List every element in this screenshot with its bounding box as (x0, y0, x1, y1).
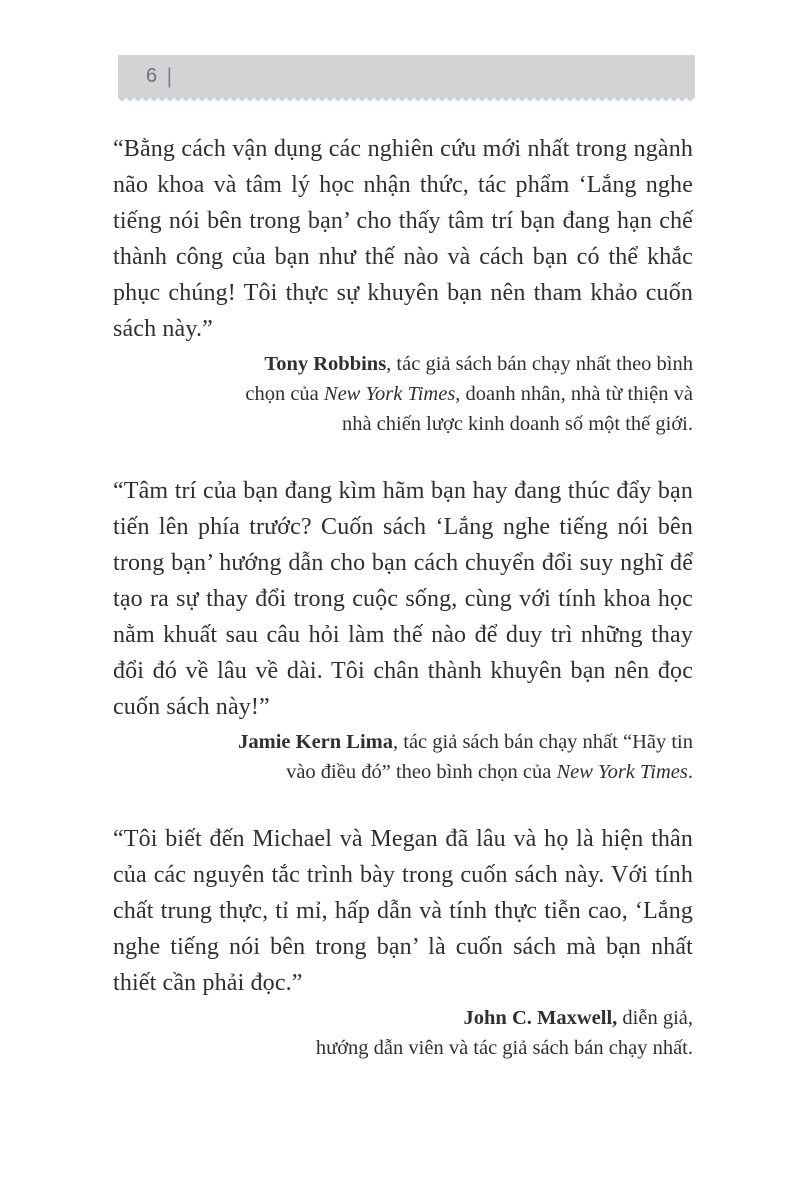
testimonial-jamie-kern-lima (113, 473, 693, 787)
testimonial-attribution: Jamie Kern Lima, tác giả sách bán chạy nhất “Hãy tin vào điều đó” theo bình chọn của New York Times. (238, 731, 693, 783)
testimonial-quote: “Tâm trí của bạn đang kìm hãm bạn hay đang thúc đẩy bạn tiến lên phía trước? Cuốn sách ‘Lắng nghe tiếng nói bên trong bạn’ hướng dẫn cho bạn cách chuyển đổi suy nghĩ để tạo ra sự thay đổi trong cuộc sống, cùng với tính khoa học nằm khuất sau câu hỏi làm thế nào để duy trì những thay đổi đó về lâu về dài. Tôi chân thành khuyên bạn nên đọc cuốn sách này!” (113, 478, 693, 720)
testimonial-attribution: Tony Robbins, tác giả sách bán chạy nhất theo bình chọn của New York Times, doanh nhân, nhà từ thiện và nhà chiến lược kinh doanh số một thế giới. (245, 353, 693, 435)
testimonial-john-c-maxwell (113, 821, 693, 1063)
page-number-separator: | (166, 64, 173, 88)
testimonial-tony-robbins (113, 131, 693, 439)
page-number: 6 (146, 65, 158, 87)
endorsements-section (113, 0, 693, 1097)
testimonial-attribution: John C. Maxwell, diễn giả, hướng dẫn viên và tác giả sách bán chạy nhất. (315, 1007, 693, 1059)
testimonial-quote: “Bằng cách vận dụng các nghiên cứu mới nhất trong ngành não khoa và tâm lý học nhận thức, tác phẩm ‘Lắng nghe tiếng nói bên trong bạn’ cho thấy tâm trí bạn đang hạn chế thành công của bạn như thế nào và cách bạn có thể khắc phục chúng! Tôi thực sự khuyên bạn nên tham khảo cuốn sách này.” (113, 136, 693, 342)
testimonial-quote: “Tôi biết đến Michael và Megan đã lâu và họ là hiện thân của các nguyên tắc trình bày trong cuốn sách này. Với tính chất trung thực, tỉ mỉ, hấp dẫn và tính thực tiễn cao, ‘Lắng nghe tiếng nói bên trong bạn’ là cuốn sách mà bạn nhất thiết cần phải đọc.” (113, 826, 693, 996)
